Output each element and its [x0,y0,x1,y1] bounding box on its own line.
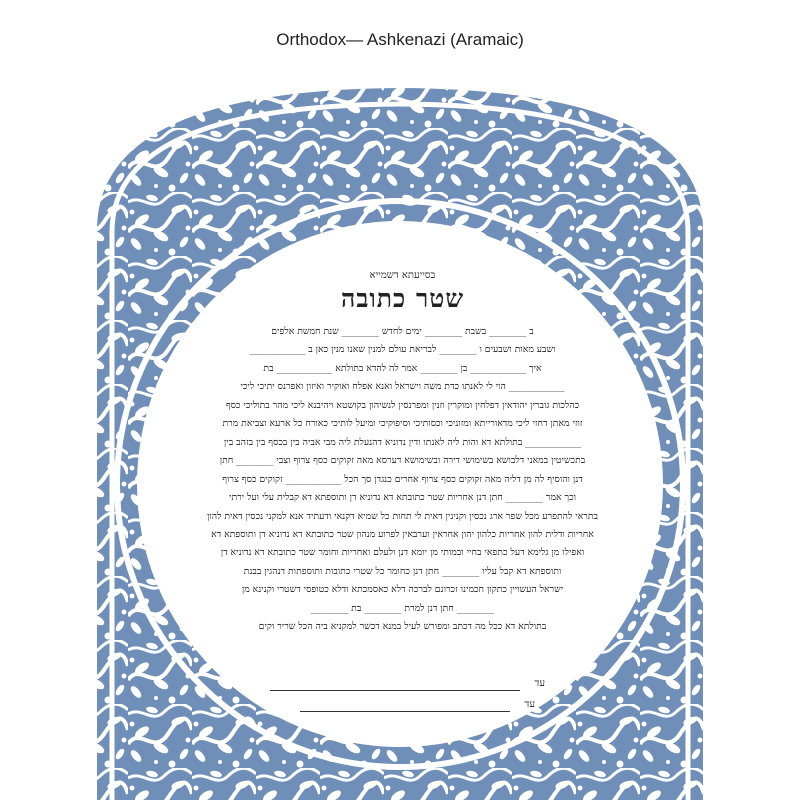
ketubah-header: בסייעתא דשמייא [369,270,436,281]
ketubah-line: וכך אמר ________ חתן דנן אחריות שטר כתובתא דא נדוניא דן ותוספתא דא קבלית עלי ועל ירתי [229,492,576,504]
witness-label: עד [524,699,535,710]
ketubah-line: ________ חתן דנן למרת ________ בת ________ [311,602,494,614]
witness-label: עד [534,678,545,689]
ketubah-line: ישראל העשויין כתקון חכמינו זכרונם לברכה דלא כאסמכתא ודלא כטופסי דשטרי וקנינא מן [241,584,564,596]
witness-row-1 [150,678,655,697]
ketubah-line: איך ____________ בן ________ אמר לה להדא בתולתא ____________ בת [263,362,542,374]
ketubah-line: דנן והוסיף לה מן דליה מאה זקוקים כסף צרוף אחרים כנגדן סך הכל ____________ זקוקים כסף צרוף [222,473,583,485]
ketubah-line: בתולתא דא ככל מה דכתב ומפורש לעיל במנא דכשר למקניא ביה הכל שריר וקים [258,621,547,633]
ketubah-title: שטר כתובה [340,284,465,313]
ketubah-line: בתכשיטין במאני דלבושא בשימושי דירה ובשימושא דערסא מאה זקוקים כסף צרוף וצבי ________ חתן [219,455,586,467]
ketubah-line: ואפילו מן גלימא דעל כתפאי בחיי ובמותי מן יומא דנן ולעלם ואחריות וחומר שטר כתובתא דא נדוניא דן [220,547,585,559]
ketubah-line: כהלכות גוברין יהודאין דפלחין ומוקרין וזנין ומפרנסין לנשיהון בקושטא ויהיבנא ליכי מהר בתוליכי כסף [225,399,580,411]
ketubah-line: בתראי להתפרע מכל שפר ארג נכסין וקנינין דאית לי תחות כל שמיא דקנאי ודעתיד אנא למקני נכסין דאית להון [206,510,599,522]
witness-row-2 [150,697,655,716]
page-caption: Orthodox— Ashkenazi (Aramaic) [276,30,524,49]
ketubah-line: ב ________ בשבת ________ ימים לחדש ________ שנת חמשת אלפים [271,326,534,337]
witness-signatures [150,678,655,716]
ketubah-line: אחריות ודלית להון אחריות כלהון יהון אחראין וערבאין לפרוע מנהון שטר כתובתא דא נדוניא דן ותוספתא דא [211,528,594,540]
witness-signature-line[interactable] [270,690,520,691]
ketubah-line: ושבע מאות ושבעים ו ________ לבריאת עולם למנין שאנו מנין כאן ב ____________ [249,344,556,356]
witness-signature-line[interactable] [300,711,510,712]
ketubah-text [150,270,655,637]
ketubah-line: ____________ הוי לי לאנתו כדת משה וישראל ואנא אפלח ואוקיר ואיזון ואפרנס יתיכי ליכי [240,381,565,393]
ketubah-line: ותוספתא דא קבל עליו ________ חתן דנן כחומר כל שטרי כתובות ותוספתות דנהגין בבנת [243,565,562,577]
ketubah-line: ____________ בתולתא דא והות ליה לאנתו ודין נדוניא דהנעלת ליה מבי אביה בין בכסף בין בזהב בין [223,436,582,448]
ketubah-body [150,323,655,637]
ketubah-line: זוזי מאתן דחזי ליכי מדאורייתא ומזוניכי וכסותיכי וסיפוקיכי ומיעל לותיכי כאורח כל ארעא וצביאת מרת [222,418,583,430]
